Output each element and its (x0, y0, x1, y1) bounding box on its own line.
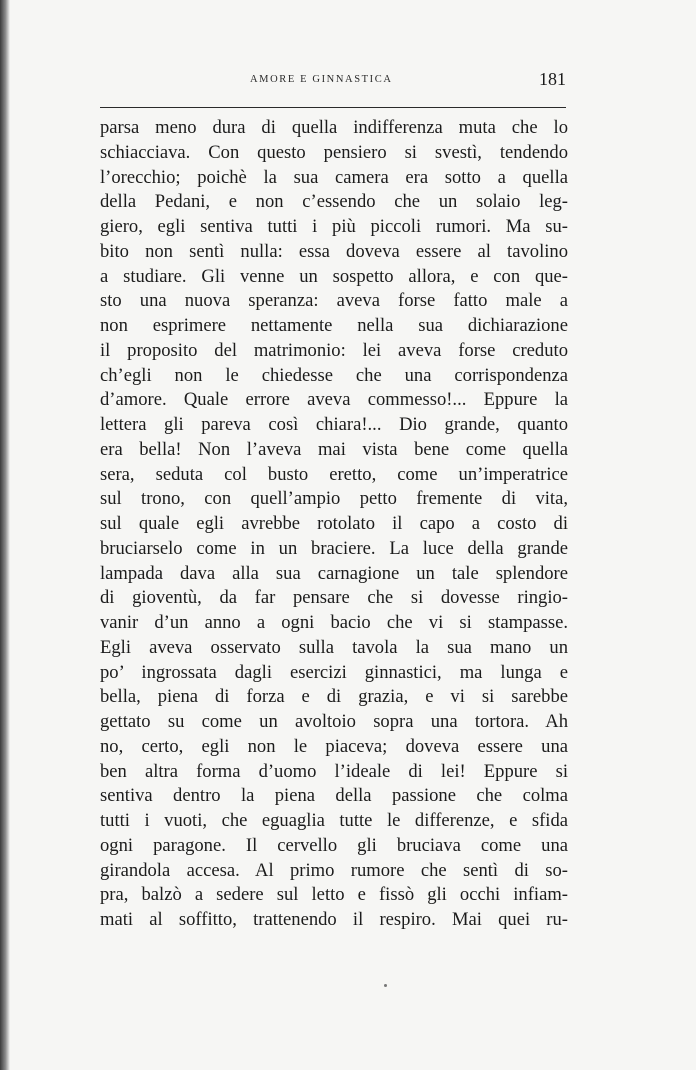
body-text (100, 116, 568, 933)
text-line: sera, seduta col busto eretto, come un’imperatrice (100, 463, 568, 485)
paper-speck (384, 984, 387, 987)
text-line: giero, egli sentiva tutti i più piccoli rumori. Ma su- (100, 216, 568, 237)
text-line: bruciarselo come in un braciere. La luce della grande (100, 537, 568, 559)
text-line: sentiva dentro la piena della passione che colma (100, 785, 568, 807)
text-line: parsa meno dura di quella indifferenza muta che lo (100, 117, 568, 138)
text-line: il proposito del matrimonio: lei aveva forse creduto (100, 339, 568, 361)
text-line: sul quale egli avrebbe rotolato il capo a costo di (100, 513, 568, 534)
text-line: lettera gli pareva così chiara!... Dio grande, quanto (100, 414, 568, 435)
text-line: Egli aveva osservato sulla tavola la sua mano un (100, 636, 568, 658)
header-rule (100, 107, 566, 108)
text-line: pra, balzò a sedere sul letto e fissò gli occhi infiam- (100, 884, 568, 906)
running-title: AMORE E GINNASTICA (250, 74, 393, 85)
text-line: mati al soffitto, trattenendo il respiro. Mai quei ru- (100, 909, 568, 930)
page-number: 181 (539, 69, 566, 89)
page-binding-shadow (0, 0, 10, 1070)
text-line: tutti i vuoti, che eguaglia tutte le differenze, e sfida (100, 810, 568, 831)
text-line: vanir d’un anno a ogni bacio che vi si stampasse. (100, 612, 568, 633)
text-line: non esprimere nettamente nella sua dichiarazione (100, 315, 568, 336)
text-line: l’orecchio; poichè la sua camera era sotto a quella (100, 166, 568, 188)
text-line: ben altra forma d’uomo l’ideale di lei! Eppure si (100, 760, 568, 782)
text-line: sul trono, con quell’ampio petto fremente di vita, (100, 488, 568, 510)
text-line: bito non sentì nulla: essa doveva essere al tavolino (100, 240, 568, 262)
running-head (100, 66, 570, 106)
text-line: girandola accesa. Al primo rumore che sentì di so- (100, 859, 568, 881)
text-line: sto una nuova speranza: aveva forse fatto male a (100, 290, 568, 312)
text-line: a studiare. Gli venne un sospetto allora, e con que- (100, 265, 568, 287)
text-line: gettato su come un avoltoio sopra una tortora. Ah (100, 711, 568, 732)
text-line: no, certo, egli non le piaceva; doveva essere una (100, 735, 568, 757)
text-line: lampada dava alla sua carnagione un tale splendore (100, 562, 568, 584)
text-line: bella, piena di forza e di grazia, e vi si sarebbe (100, 686, 568, 708)
text-line: di gioventù, da far pensare che si dovesse ringio- (100, 587, 568, 609)
text-line: d’amore. Quale errore aveva commesso!... Eppure la (100, 389, 568, 411)
text-line: era bella! Non l’aveva mai vista bene come quella (100, 438, 568, 460)
text-line: po’ ingrossata dagli esercizi ginnastici, ma lunga e (100, 661, 568, 683)
text-line: ogni paragone. Il cervello gli bruciava come una (100, 834, 568, 856)
text-line: schiacciava. Con questo pensiero si svestì, tendendo (100, 141, 568, 163)
text-line: ch’egli non le chiedesse che una corrispondenza (100, 364, 568, 386)
text-line: della Pedani, e non c’essendo che un solaio leg- (100, 191, 568, 213)
